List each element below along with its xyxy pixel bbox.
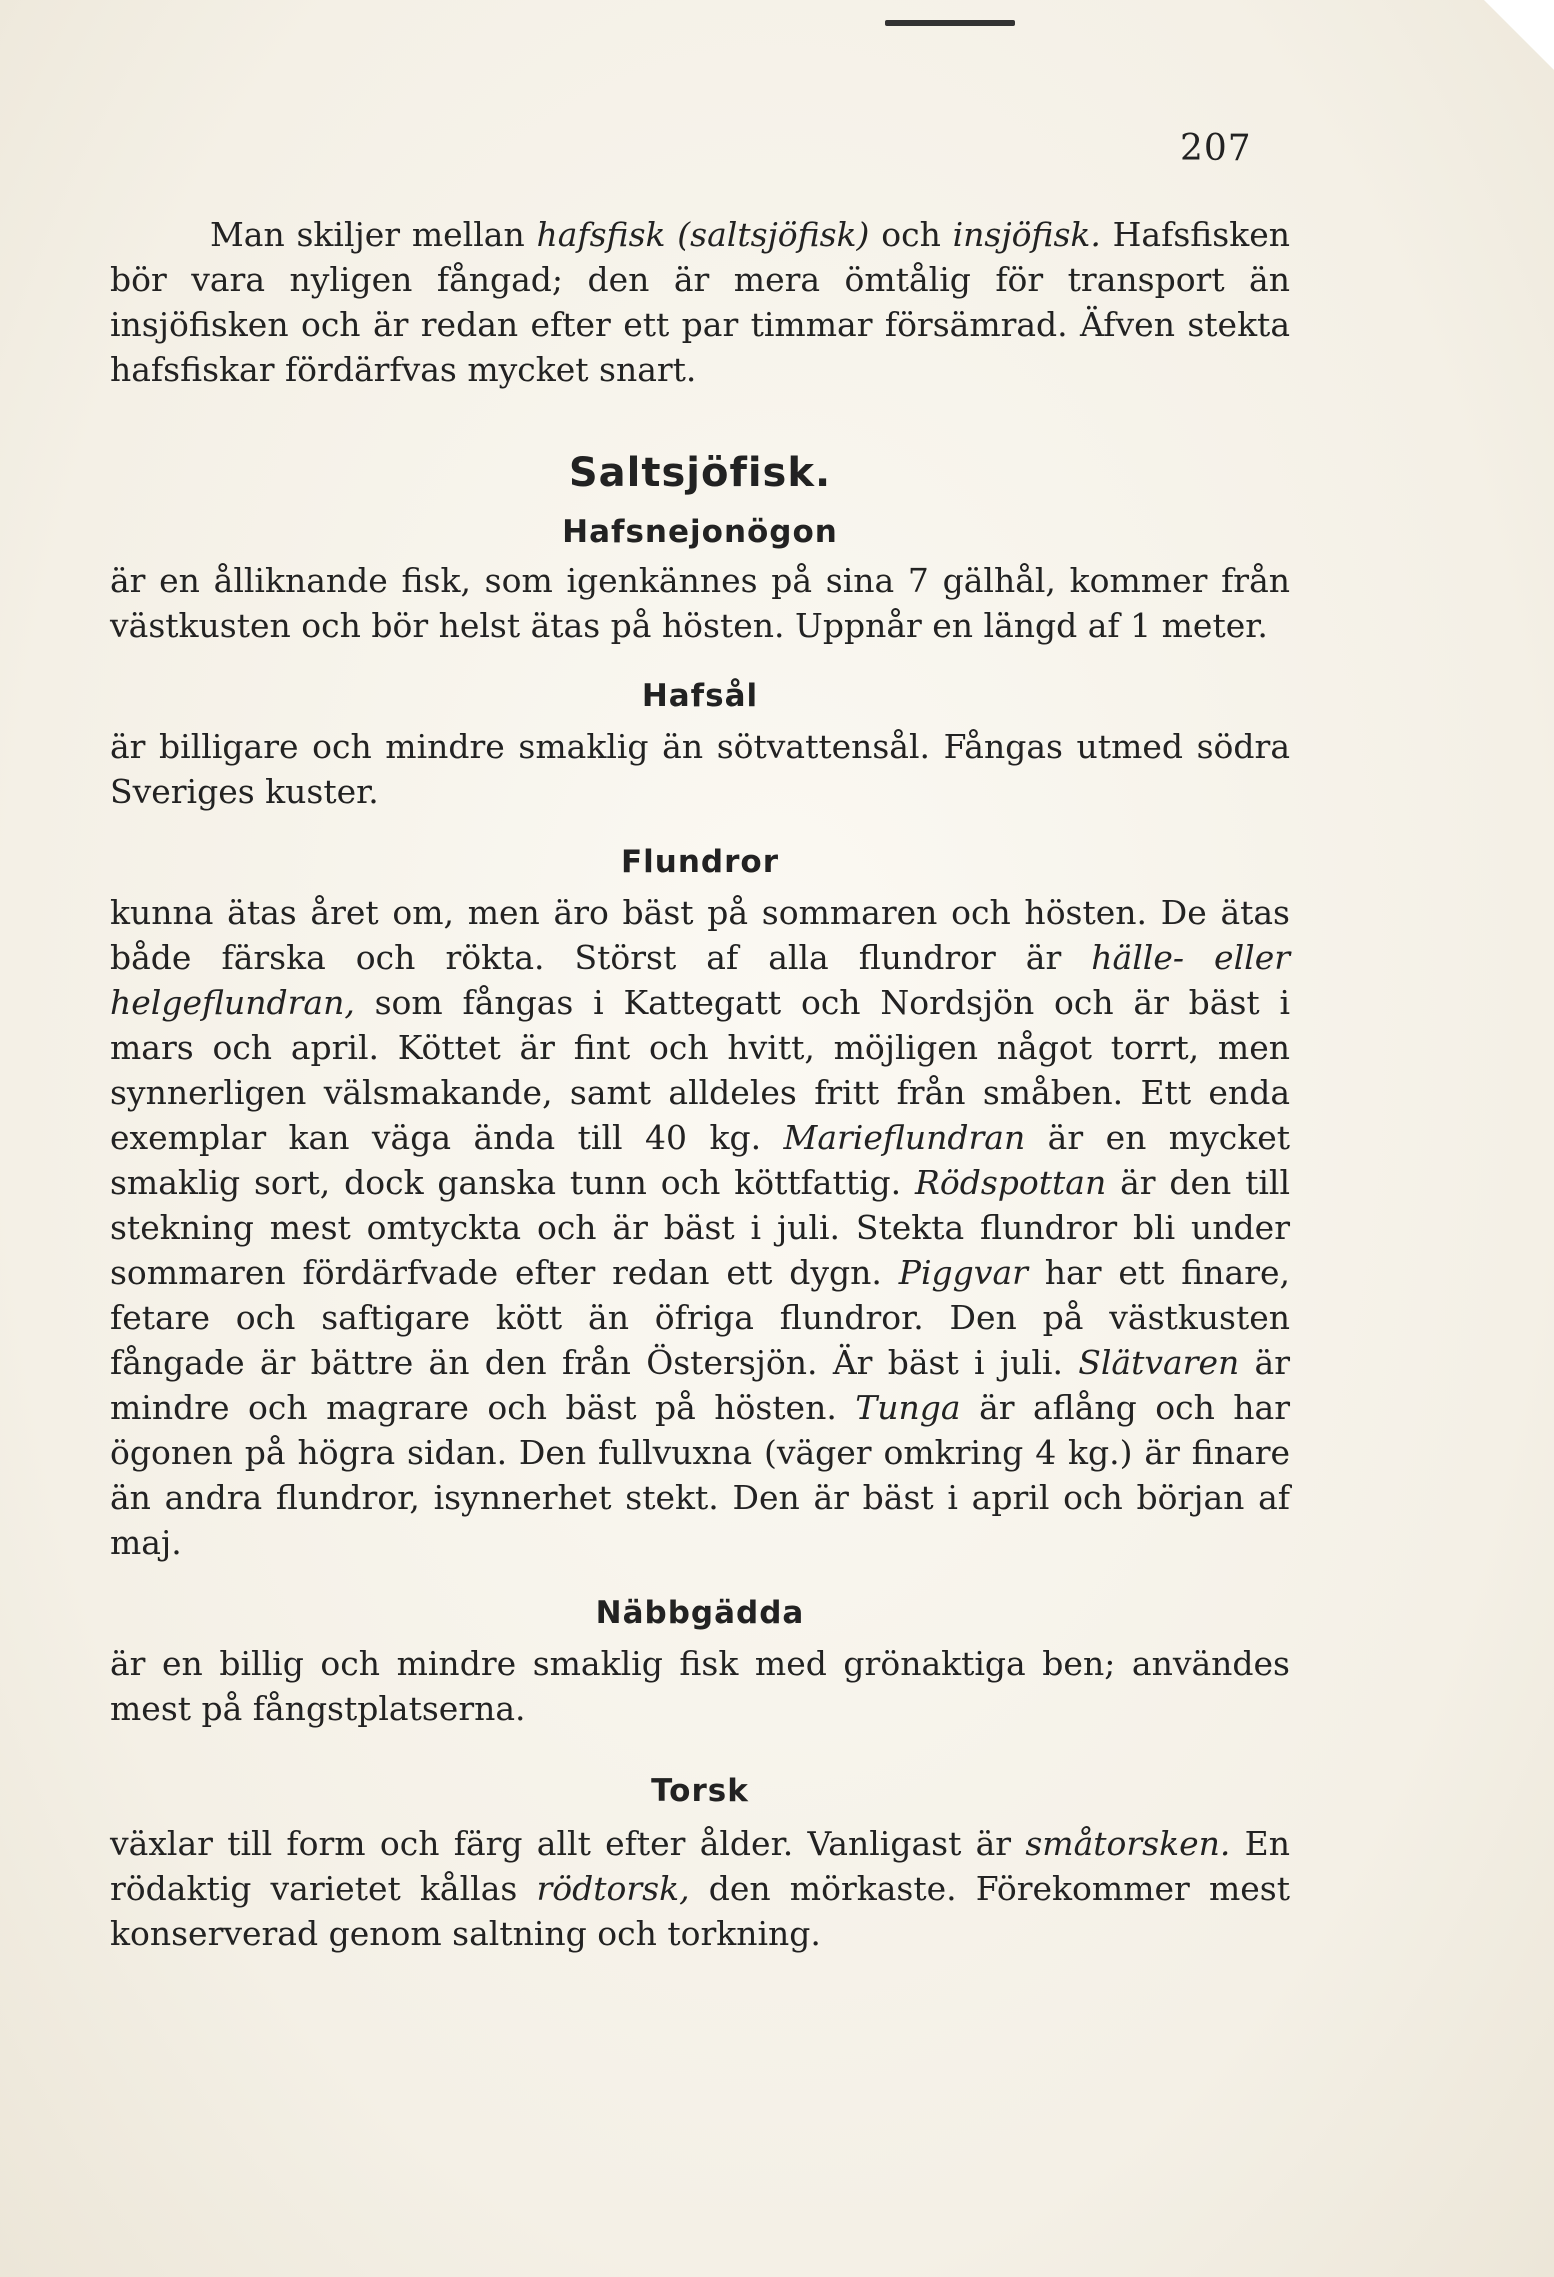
term-rodtorsk: rödtorsk,	[536, 1869, 690, 1908]
torsk-text-1: växlar till form och färg allt efter ålder. Vanligast är	[110, 1824, 1026, 1863]
intro-paragraph	[110, 212, 1290, 392]
section-title: Saltsjöfisk.	[568, 450, 832, 496]
term-piggvar: Piggvar	[898, 1253, 1028, 1292]
text-hafsal: är billigare och mindre smaklig än sötvattensål. Fångas utmed södra Sveriges kuster.	[110, 727, 1290, 811]
term-tunga: Tunga	[855, 1388, 961, 1427]
torsk-text-2: En rödaktig varietet kållas	[110, 1824, 1290, 1908]
flundror-text-5: har ett finare, fetare och saftigare kött än öfriga flundror. Den på västkusten fångade är bättre än den från Östersjön. Är bäst i juli.	[110, 1253, 1290, 1382]
flundror-text-6: är mindre och magrare och bäst på hösten.	[110, 1343, 1290, 1427]
text-torsk	[110, 1821, 1290, 1956]
intro-text-2: och	[869, 215, 953, 254]
intro-text-1: Man skiljer mellan	[210, 215, 537, 254]
intro-term-hafsfisk: hafsfisk (saltsjöfisk)	[536, 215, 870, 254]
term-rodspottan: Rödspottan	[915, 1163, 1107, 1202]
intro-term-insjofisk: insjöfisk.	[952, 215, 1101, 254]
term-smatorsken: småtorsken.	[1025, 1824, 1231, 1863]
text-hafsnejonogon: är en ålliknande fisk, som igenkännes på sina 7 gälhål, kommer från västkusten och bör helst ätas på hösten. Uppnår en längd af 1 meter.	[110, 561, 1290, 645]
intro-text-3: Hafsfisken bör vara nyligen fångad; den är mera ömtålig för transport än insjöfisken och är redan efter ett par timmar försämrad. Äfven stekta hafsfiskar fördärfvas mycket snart.	[110, 215, 1290, 389]
flundror-text-7: är aflång och har ögonen på högra sidan. Den fullvuxna (väger omkring 4 kg.) är finare än andra flundror, isynnerhet stekt. Den är bäst i april och början af maj.	[110, 1388, 1290, 1562]
heading-nabbgadda: Näbbgädda	[595, 1595, 805, 1631]
heading-hafsnejonogon: Hafsnejonögon	[562, 514, 838, 550]
folded-corner	[1484, 0, 1554, 70]
term-helgeflundran: hälle- eller helgeflundran,	[110, 938, 1290, 1022]
tape-mark	[885, 20, 1015, 26]
flundror-text-2: som fångas i Kattegatt och Nordsjön och är bäst i mars och april. Köttet är fint och hvitt, möjligen något torrt, men synnerligen välsmakande, samt alldeles fritt från småben. Ett enda exemplar kan väga ända till 40 kg.	[110, 983, 1290, 1157]
term-marieflundran: Marieflundran	[783, 1118, 1026, 1157]
text-nabbgadda: är en billig och mindre smaklig fisk med grönaktiga ben; användes mest på fångstplatserna.	[110, 1644, 1290, 1728]
flundror-text-1: kunna ätas året om, men äro bäst på sommaren och hösten. De ätas både färska och rökta. Störst af alla flundror är	[110, 893, 1290, 977]
torsk-text-3: den mörkaste. Förekommer mest konserverad genom saltning och torkning.	[110, 1869, 1290, 1953]
flundror-text-3: är en mycket smaklig sort, dock ganska tunn och köttfattig.	[110, 1118, 1291, 1202]
page-number: 207	[1180, 128, 1252, 169]
heading-torsk: Torsk	[651, 1773, 749, 1809]
page-content	[110, 212, 1290, 1956]
flundror-text-4: är den till stekning mest omtyckta och är bäst i juli. Stekta flundror bli under sommaren fördärfvade efter redan ett dygn.	[110, 1163, 1291, 1292]
text-flundror	[110, 890, 1290, 1565]
heading-flundror: Flundror	[620, 844, 779, 880]
term-slatvaren: Slätvaren	[1078, 1343, 1240, 1382]
heading-hafsal: Hafsål	[641, 678, 759, 714]
